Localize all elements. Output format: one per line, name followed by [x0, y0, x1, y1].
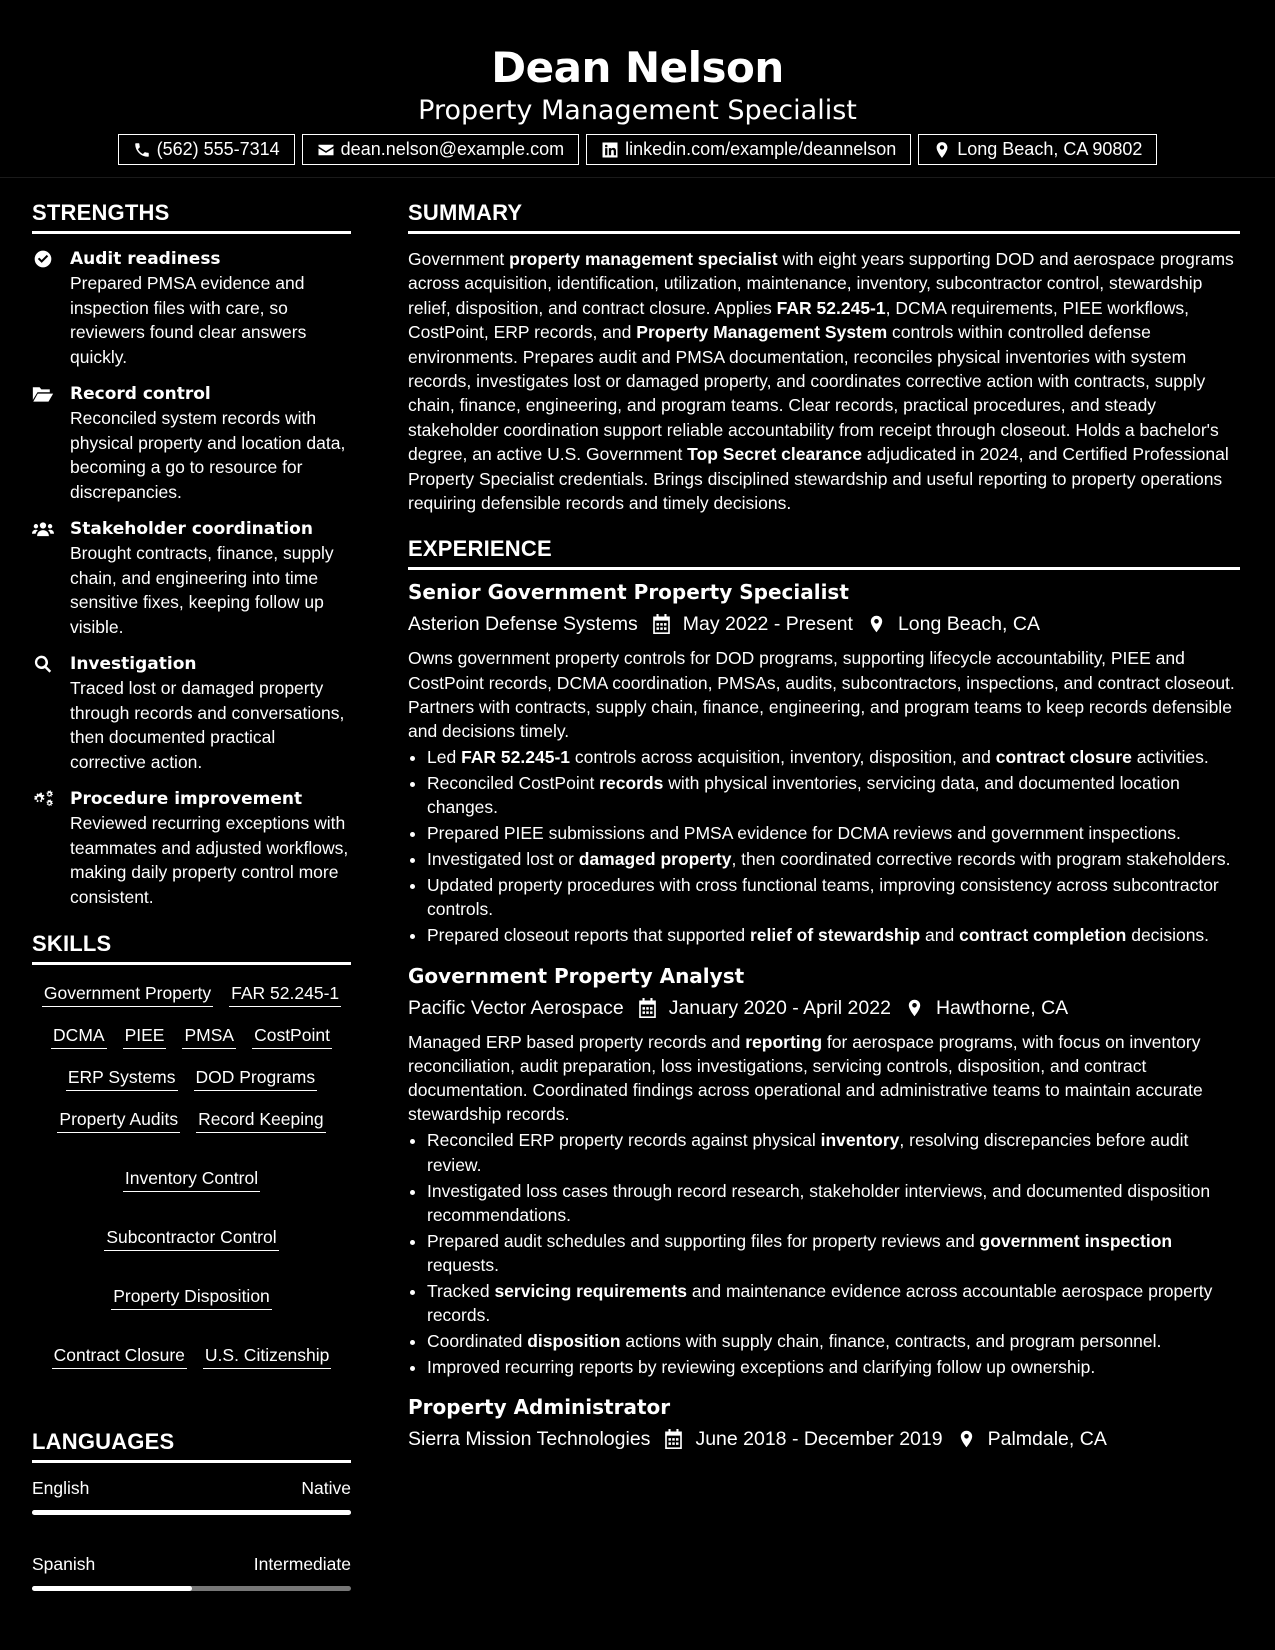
search-icon: [32, 654, 54, 674]
job-description: [408, 1030, 1240, 1127]
emphasized-text: damaged property: [578, 849, 732, 870]
text-run: Coordinated: [427, 1331, 528, 1352]
text-run: Reconciled ERP property records against physical: [427, 1130, 821, 1151]
job-title: Government Property Analyst: [408, 963, 745, 988]
language-proficiency-fill: [32, 1510, 351, 1515]
text-run: Prepared PIEE submissions and PMSA evidence for DCMA reviews and government inspections.: [427, 823, 1181, 844]
text-run: requests.: [427, 1255, 499, 1276]
emphasized-text: FAR 52.245-1: [776, 297, 886, 318]
map-pin-icon: [957, 1429, 976, 1449]
skills-heading: SKILLS: [32, 929, 351, 965]
language-name: English: [32, 1478, 90, 1498]
text-run: Managed ERP based property records and: [408, 1031, 746, 1052]
job-dates: January 2020 - April 2022: [668, 996, 891, 1019]
text-run: with physical inventories, servicing data, and documented location changes.: [427, 773, 1180, 818]
emphasized-text: inventory: [820, 1130, 900, 1151]
text-run: Investigated loss cases through record research, stakeholder interviews, and documented disposition recommendations.: [427, 1180, 1211, 1225]
folder-open-icon: [32, 384, 54, 404]
job-bullet: [427, 847, 1240, 871]
job-meta: [408, 993, 1240, 1023]
emphasized-text: government inspection: [979, 1230, 1173, 1251]
job-dates: May 2022 - Present: [682, 613, 853, 636]
text-run: Prepared closeout reports that supported: [427, 925, 750, 946]
job-entry: [408, 578, 1240, 947]
job-bullet: [427, 745, 1240, 769]
strength-item: [32, 247, 351, 369]
language-row: [32, 1552, 351, 1576]
text-run: , resolving discrepancies before audit review.: [427, 1130, 1189, 1175]
map-pin-icon: [905, 998, 924, 1018]
text-run: controls within controlled defense environments. Prepares audit and PMSA documentation, reconciles physical inventories with system records, investigates lost or damaged property, and coordinates corrective action with contracts, supply chain, finance, engineering, and program teams. Clear records, practical procedures, and steady stakeholder coordination support reliable accountability from receipt through closeout. Holds a bachelor's degree, an active U.S. Government: [408, 322, 1219, 465]
text-run: Reconciled CostPoint: [427, 773, 600, 794]
emphasized-text: Top Secret clearance: [687, 444, 862, 465]
job-bullet: [427, 1128, 1240, 1177]
strength-title: Stakeholder coordination: [70, 519, 313, 539]
skill-tag: Inventory Control: [123, 1167, 260, 1192]
strengths-heading: STRENGTHS: [32, 198, 351, 234]
job-bullets: [408, 1128, 1240, 1379]
job-meta: [408, 1424, 1240, 1454]
skill-tag: PMSA: [182, 1024, 236, 1049]
skill-tag: Government Property: [42, 982, 213, 1007]
strength-item: [32, 652, 351, 774]
emphasized-text: Property Management System: [636, 322, 888, 343]
text-run: Updated property procedures with cross functional teams, improving consistency across subcontractor controls.: [427, 875, 1219, 920]
strength-desc: Prepared PMSA evidence and inspection files with care, so reviewers found clear answers quickly.: [70, 273, 307, 367]
candidate-name: Dean Nelson: [491, 43, 784, 92]
text-run: Prepared audit schedules and supporting files for property reviews and: [427, 1230, 980, 1251]
strength-title: Record control: [70, 384, 211, 404]
envelope-icon: [317, 141, 335, 159]
job-meta: [408, 609, 1240, 639]
text-run: Government: [408, 249, 510, 269]
text-run: Led: [427, 747, 462, 768]
skill-tag: ERP Systems: [66, 1066, 178, 1091]
strength-item: [32, 517, 351, 639]
job-bullet: [427, 923, 1240, 947]
skill-tag: Record Keeping: [196, 1108, 326, 1133]
text-run: , DCMA requirements, PIEE workflows, CostPoint, ERP records, and: [408, 297, 1190, 343]
map-pin-icon: [933, 141, 951, 159]
text-run: decisions.: [1126, 925, 1210, 946]
summary-text: [408, 247, 1240, 515]
calendar-icon: [652, 614, 671, 634]
skill-tag: Property Audits: [57, 1108, 180, 1133]
languages-list: [32, 1476, 351, 1591]
text-run: , then coordinated corrective records with program stakeholders.: [731, 849, 1231, 870]
contact-email[interactable]: [302, 134, 579, 165]
candidate-title: Property Management Specialist: [418, 95, 857, 126]
job-dates: June 2018 - December 2019: [695, 1428, 943, 1451]
text-run: actions with supply chain, finance, contracts, and program personnel.: [620, 1331, 1162, 1352]
phone-icon: [133, 141, 151, 159]
language-level: Native: [301, 1478, 351, 1498]
skill-tag: FAR 52.245-1: [229, 982, 341, 1007]
contact-linkedin-text: linkedin.com/example/deannelson: [625, 139, 897, 159]
job-company: Pacific Vector Aerospace: [408, 996, 624, 1019]
contact-location: [918, 134, 1157, 165]
strength-desc: Reconciled system records with physical property and location data, becoming a go to resource for discrepancies.: [70, 408, 346, 502]
left-column: [32, 198, 351, 1628]
calendar-icon: [638, 998, 657, 1018]
contact-linkedin[interactable]: [586, 134, 911, 165]
language-level: Intermediate: [253, 1554, 351, 1574]
text-run: adjudicated in 2024, and Certified Professional Property Specialist credentials. Brings disciplined stewardship and useful reporting to property operations requiring defensible records and timely decisions.: [408, 444, 1229, 514]
calendar-icon: [664, 1429, 683, 1449]
emphasized-text: relief of stewardship: [749, 925, 921, 946]
text-run: Tracked: [427, 1280, 495, 1301]
emphasized-text: disposition: [527, 1331, 621, 1352]
job-bullet: [427, 873, 1240, 922]
job-company: Sierra Mission Technologies: [408, 1428, 651, 1451]
contact-bar: [0, 134, 1275, 165]
emphasized-text: contract closure: [995, 747, 1132, 768]
right-column: [408, 198, 1240, 1461]
skill-tag: Contract Closure: [52, 1344, 187, 1369]
job-entry: [408, 1393, 1240, 1454]
text-run: for aerospace programs, with focus on inventory reconciliation, audit preparation, loss investigations, servicing controls, disposition, and contract documentation. Coordinated findings across operational and administrative teams to maintain accurate stewardship records.: [408, 1031, 1203, 1125]
skill-tag: DCMA: [51, 1024, 107, 1049]
skill-tag: Property Disposition: [111, 1285, 272, 1310]
emphasized-text: servicing requirements: [494, 1280, 688, 1301]
strength-title: Audit readiness: [70, 249, 221, 269]
emphasized-text: contract completion: [959, 925, 1127, 946]
skill-tag: Subcontractor Control: [104, 1226, 278, 1251]
experience-heading: EXPERIENCE: [408, 534, 1240, 570]
resume-header: [0, 0, 1275, 178]
emphasized-text: FAR 52.245-1: [461, 747, 571, 768]
job-company: Asterion Defense Systems: [408, 613, 638, 636]
contact-phone-text: (562) 555-7314: [156, 139, 280, 159]
job-description: Owns government property controls for DOD programs, supporting lifecycle accountability, PIEE and CostPoint records, DCMA coordination, PMSAs, audits, subcontractors, inspections, and contract closeout. Partners with contracts, supply chain, finance, engineering, and program teams to keep records defensible and decisions timely.: [408, 648, 1235, 742]
contact-email-text: dean.nelson@example.com: [340, 139, 565, 159]
language-proficiency-bar: [32, 1510, 351, 1515]
summary-heading: SUMMARY: [408, 198, 1240, 234]
strength-desc: Traced lost or damaged property through records and conversations, then documented practical corrective action.: [70, 678, 345, 772]
emphasized-text: reporting: [745, 1031, 823, 1052]
check-circle-icon: [32, 249, 54, 269]
job-location: Hawthorne, CA: [935, 996, 1069, 1019]
strength-desc: Reviewed recurring exceptions with teammates and adjusted workflows, making daily property control more consistent.: [70, 813, 349, 907]
job-bullet: [427, 1329, 1240, 1353]
job-bullet: [427, 1279, 1240, 1328]
job-title: Senior Government Property Specialist: [408, 580, 849, 605]
emphasized-text: records: [599, 773, 664, 794]
job-bullet: [427, 1179, 1240, 1228]
job-bullets: [408, 745, 1240, 947]
language-proficiency-bar: [32, 1586, 351, 1591]
text-run: activities.: [1131, 747, 1209, 768]
map-pin-icon: [867, 614, 886, 634]
job-location: Palmdale, CA: [987, 1428, 1107, 1451]
contact-phone[interactable]: [118, 134, 295, 165]
emphasized-text: property management specialist: [509, 249, 778, 269]
skill-tag: PIEE: [123, 1024, 167, 1049]
text-run: Improved recurring reports by reviewing exceptions and clarifying follow up ownership.: [427, 1357, 1096, 1378]
job-title: Property Administrator: [408, 1395, 671, 1420]
text-run: Investigated lost or: [427, 849, 579, 870]
strength-item: [32, 382, 351, 504]
languages-heading: LANGUAGES: [32, 1427, 351, 1463]
strength-title: Investigation: [70, 654, 197, 674]
language-proficiency-fill: [32, 1586, 192, 1591]
language-row: [32, 1476, 351, 1500]
contact-location-text: Long Beach, CA 90802: [957, 139, 1143, 159]
text-run: and: [920, 925, 960, 946]
text-run: with eight years supporting DOD and aerospace programs across acquisition, identification, utilization, maintenance, inventory, subcontractor control, stewardship relief, disposition, and contract closure. Applies: [408, 249, 1234, 318]
skills-list: [32, 982, 351, 1369]
skill-tag: CostPoint: [252, 1024, 332, 1049]
job-bullet: [427, 1355, 1240, 1379]
job-location: Long Beach, CA: [897, 613, 1040, 636]
linkedin-icon: [601, 141, 619, 159]
job-bullet: [427, 771, 1240, 820]
gears-icon: [32, 789, 54, 809]
strength-title: Procedure improvement: [70, 789, 303, 809]
text-run: controls across acquisition, inventory, disposition, and: [570, 747, 996, 768]
users-icon: [32, 519, 54, 539]
language-name: Spanish: [32, 1554, 96, 1574]
job-entry: [408, 962, 1240, 1380]
skill-tag: U.S. Citizenship: [203, 1344, 332, 1369]
strength-item: [32, 787, 351, 909]
strength-desc: Brought contracts, finance, supply chain, and engineering into time sensitive fixes, keeping follow up visible.: [70, 543, 334, 637]
skill-tag: DOD Programs: [194, 1066, 318, 1091]
job-bullet: [427, 1229, 1240, 1278]
text-run: and maintenance evidence across accountable aerospace property records.: [427, 1280, 1213, 1326]
job-bullet: [427, 821, 1240, 845]
